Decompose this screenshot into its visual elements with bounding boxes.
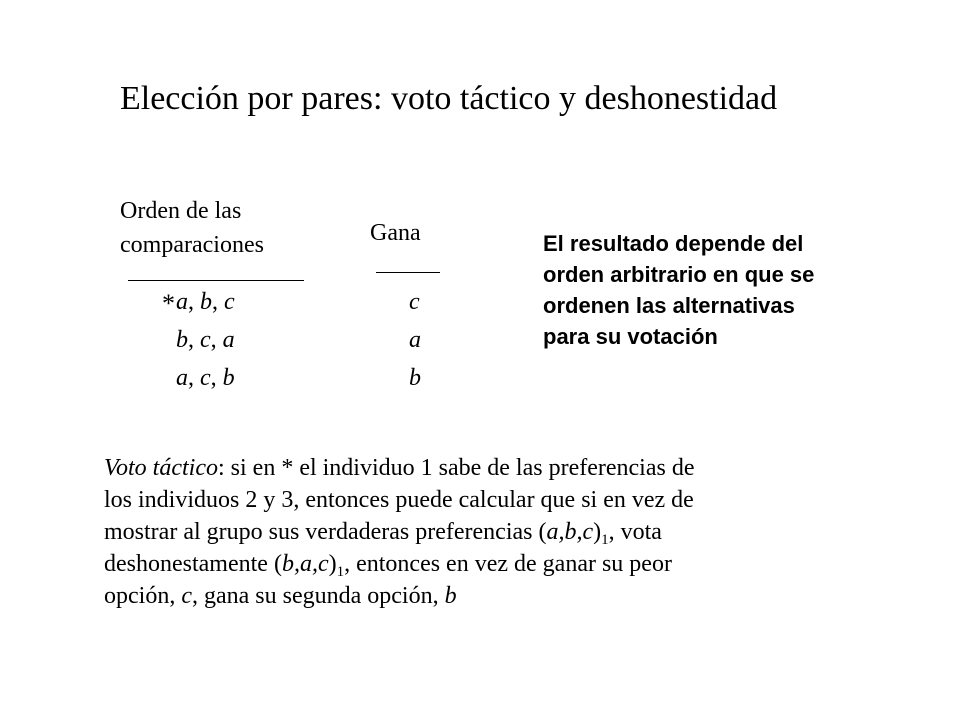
order-header-line-1: Orden de las bbox=[120, 198, 242, 224]
explanation-line-4: deshonestamente $(b,a,c)_1$, entonces en vez de ganar su peor bbox=[104, 551, 672, 580]
tactical-vote-term: Voto táctico bbox=[104, 455, 218, 481]
order-item: a bbox=[176, 365, 188, 391]
order-item: c bbox=[200, 365, 211, 391]
worst-option: c bbox=[181, 583, 192, 609]
tactical-vote-explanation bbox=[104, 452, 904, 612]
order-item: a bbox=[222, 327, 235, 353]
order-row: a, b, c bbox=[176, 289, 235, 315]
result-note bbox=[543, 228, 923, 352]
note-line: orden arbitrario en que se bbox=[543, 262, 815, 287]
winner-header-rule bbox=[376, 272, 440, 273]
order-rows bbox=[176, 283, 235, 397]
note-line: El resultado depende del bbox=[543, 231, 804, 256]
explanation-text: deshonestamente ( bbox=[104, 551, 282, 577]
note-line: ordenen las alternativas bbox=[543, 293, 795, 318]
order-item: b bbox=[176, 327, 188, 353]
winner-cell: c bbox=[409, 289, 420, 315]
explanation-line-3: mostrar al grupo sus verdaderas preferencias $(a,b,c)_1$, vota bbox=[104, 519, 662, 548]
winner-cell: b bbox=[409, 365, 421, 391]
marked-row-asterisk: * bbox=[162, 289, 175, 318]
order-row: b, c, a bbox=[176, 327, 235, 353]
order-header-rule bbox=[128, 280, 304, 281]
true-preferences-tuple: a,b,c bbox=[546, 519, 594, 545]
order-item: a bbox=[176, 289, 188, 315]
individual-subscript: 1 bbox=[336, 564, 345, 580]
order-column-header bbox=[120, 194, 264, 262]
explanation-text: opción, bbox=[104, 583, 182, 609]
page-title: Elección por pares: voto táctico y deshonestidad bbox=[120, 80, 778, 117]
second-option: b bbox=[444, 583, 457, 609]
explanation-text: : si en * el individuo 1 sabe de las preferencias de bbox=[217, 455, 695, 481]
order-item: c bbox=[200, 327, 211, 353]
winner-column-header: Gana bbox=[370, 220, 421, 246]
explanation-line-2: los individuos 2 y 3, entonces puede calcular que si en vez de bbox=[104, 487, 694, 513]
explanation-text: , gana su segunda opción, bbox=[191, 583, 445, 609]
explanation-text: mostrar al grupo sus verdaderas preferencias ( bbox=[104, 519, 547, 545]
explanation-line-5 bbox=[104, 580, 904, 612]
explanation-line-1 bbox=[104, 452, 904, 484]
order-item: b bbox=[222, 365, 235, 391]
explanation-text: , vota bbox=[608, 519, 662, 545]
note-line: para su votación bbox=[543, 324, 718, 349]
explanation-text: , entonces en vez de ganar su peor bbox=[344, 551, 672, 577]
order-item: b bbox=[200, 289, 212, 315]
winner-rows bbox=[409, 283, 421, 397]
dishonest-preferences-tuple: b,a,c bbox=[281, 551, 329, 577]
individual-subscript: 1 bbox=[601, 532, 609, 548]
order-item: c bbox=[224, 289, 235, 315]
order-row: a, c, b bbox=[176, 365, 235, 391]
order-header-line-2: comparaciones bbox=[120, 232, 264, 258]
winner-cell: a bbox=[409, 327, 421, 353]
